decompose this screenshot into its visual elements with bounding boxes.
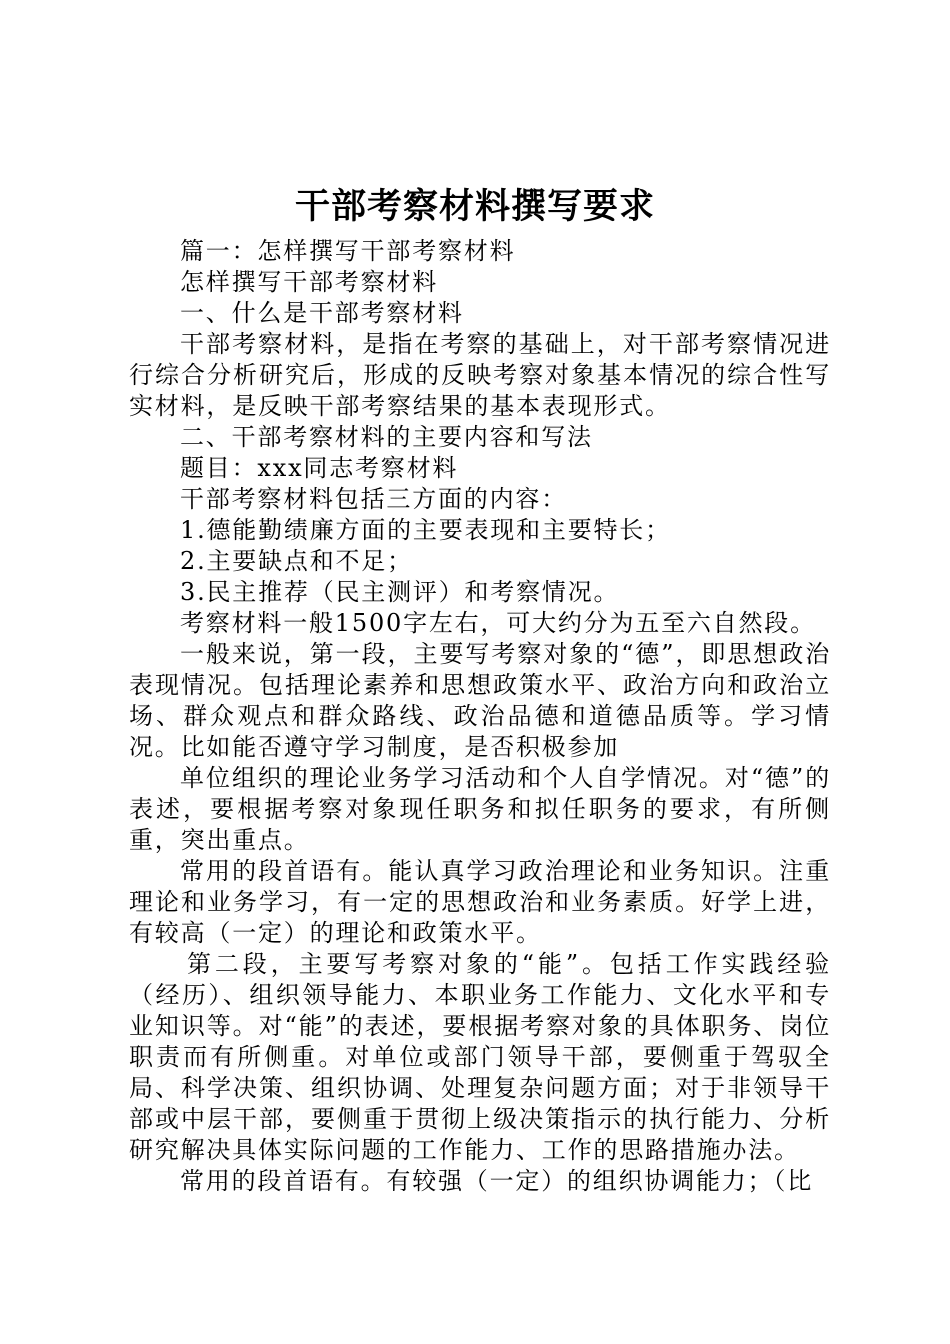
paragraph-length-note: 考察材料一般1500字左右，可大约分为五至六自然段。 xyxy=(180,609,816,637)
document-body xyxy=(129,236,831,1197)
paragraph-first-section-de: 一般来说，第一段，主要写考察对象的“德”，即思想政治表现情况。包括理论素养和思想政策水平、政治方向和政治立场、群众观点和群众路线、政治品德和道德品质等。学习情况。比如能否遵守学习制度，是否积极参加 xyxy=(129,640,831,761)
paragraph-section-one-heading: 一、什么是干部考察材料 xyxy=(180,299,464,327)
list-item-3: 3.民主推荐（民主测评）和考察情况。 xyxy=(180,578,620,606)
paragraph-content-intro: 干部考察材料包括三方面的内容： xyxy=(180,485,567,513)
paragraph-subtitle: 怎样撰写干部考察材料 xyxy=(180,268,438,296)
paragraph-definition: 干部考察材料，是指在考察的基础上，对干部考察情况进行综合分析研究后，形成的反映考察对象基本情况的综合性写实材料，是反映干部考察结果的基本表现形式。 xyxy=(129,330,831,420)
paragraph-part-heading: 篇一：怎样撰写干部考察材料 xyxy=(180,237,516,265)
paragraph-de-continued: 单位组织的理论业务学习活动和个人自学情况。对“德”的表述，要根据考察对象现任职务和拟任职务的要求，有所侧重，突出重点。 xyxy=(129,764,831,854)
paragraph-opening-phrases-2: 常用的段首语有。有较强（一定）的组织协调能力；（比 xyxy=(180,1167,813,1195)
paragraph-section-two-heading: 二、干部考察材料的主要内容和写法 xyxy=(180,423,593,451)
paragraph-opening-phrases-1: 常用的段首语有。能认真学习政治理论和业务知识。注重理论和业务学习，有一定的思想政治和业务素质。好学上进，有较高（一定）的理论和政策水平。 xyxy=(129,857,831,947)
document-title: 干部考察材料撰写要求 xyxy=(294,186,655,227)
paragraph-topic: 题目：xxx同志考察材料 xyxy=(180,454,459,482)
list-item-1: 1.德能勤绩廉方面的主要表现和主要特长； xyxy=(180,516,671,544)
paragraph-second-section-neng: 第二段，主要写考察对象的“能”。包括工作实践经验（经历）、组织领导能力、本职业务工作能力、文化水平和专业知识等。对“能”的表述，要根据考察对象的具体职务、岗位职责而有所侧重。对单位或部门领导干部，要侧重于驾驭全局、科学决策、组织协调、处理复杂问题方面；对于非领导干部或中层干部，要侧重于贯彻上级决策指示的执行能力、分析研究解决具体实际问题的工作能力、工作的思路措施办法。 xyxy=(129,950,831,1164)
list-item-2: 2.主要缺点和不足； xyxy=(180,547,413,575)
